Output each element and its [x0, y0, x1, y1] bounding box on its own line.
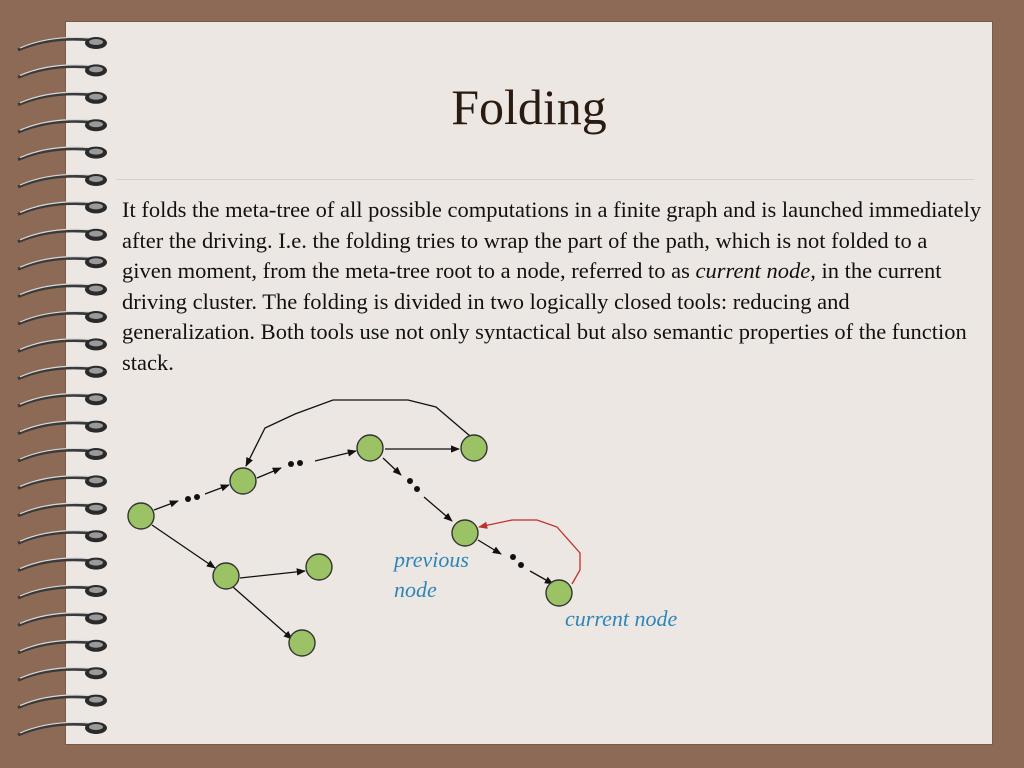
ellipsis-1	[185, 494, 200, 502]
edge-dots-to-n2	[205, 485, 229, 494]
node-previous	[452, 520, 478, 546]
ellipsis-4	[510, 554, 524, 568]
node-2	[230, 468, 256, 494]
edge-current-back-to-prev	[479, 520, 580, 584]
previous-node-label-line1: previous	[394, 547, 469, 572]
current-node-label: current node	[565, 606, 678, 631]
edge-root-to-n5	[152, 525, 215, 568]
node-5	[213, 563, 239, 589]
node-4	[461, 435, 487, 461]
node-3	[357, 435, 383, 461]
edge-dots-to-prev	[424, 497, 452, 521]
node-7	[289, 630, 315, 656]
ellipsis-3	[407, 478, 420, 492]
node-6	[306, 554, 332, 580]
edge-dots-to-n3	[315, 451, 356, 461]
edge-n3-to-dots	[383, 458, 401, 475]
edge-n5-to-n7	[233, 587, 292, 639]
paragraph-part-1: It folds the meta-tree of all possible computations in a finite graph and is launched immediately after the driving. I.e. the folding tries to wrap the part of the path, which is not folded to a given moment, from the meta-tree root to a node, referred to as	[122, 197, 982, 283]
edge-root-to-dots	[154, 501, 178, 510]
edge-dots-to-current	[530, 571, 553, 584]
edge-prev-to-dots	[478, 540, 501, 554]
paragraph-part-2: in the current driving cluster. The folding is divided in two logically closed tools: reducing and generalization. Both tools use not only syntactical but also semantic properties of the function stack.	[122, 258, 967, 375]
node-current	[546, 580, 572, 606]
slide-title: Folding	[451, 79, 607, 135]
ellipsis-2	[288, 460, 303, 467]
edge-n5-to-n6	[240, 571, 305, 578]
edge-n4-back-to-n2	[246, 400, 470, 466]
previous-node-label	[394, 545, 469, 605]
previous-node-label-line2: node	[394, 577, 437, 602]
node-root	[128, 503, 154, 529]
edge-n2-to-dots	[257, 468, 281, 478]
paragraph-emphasis: current node,	[695, 258, 816, 283]
